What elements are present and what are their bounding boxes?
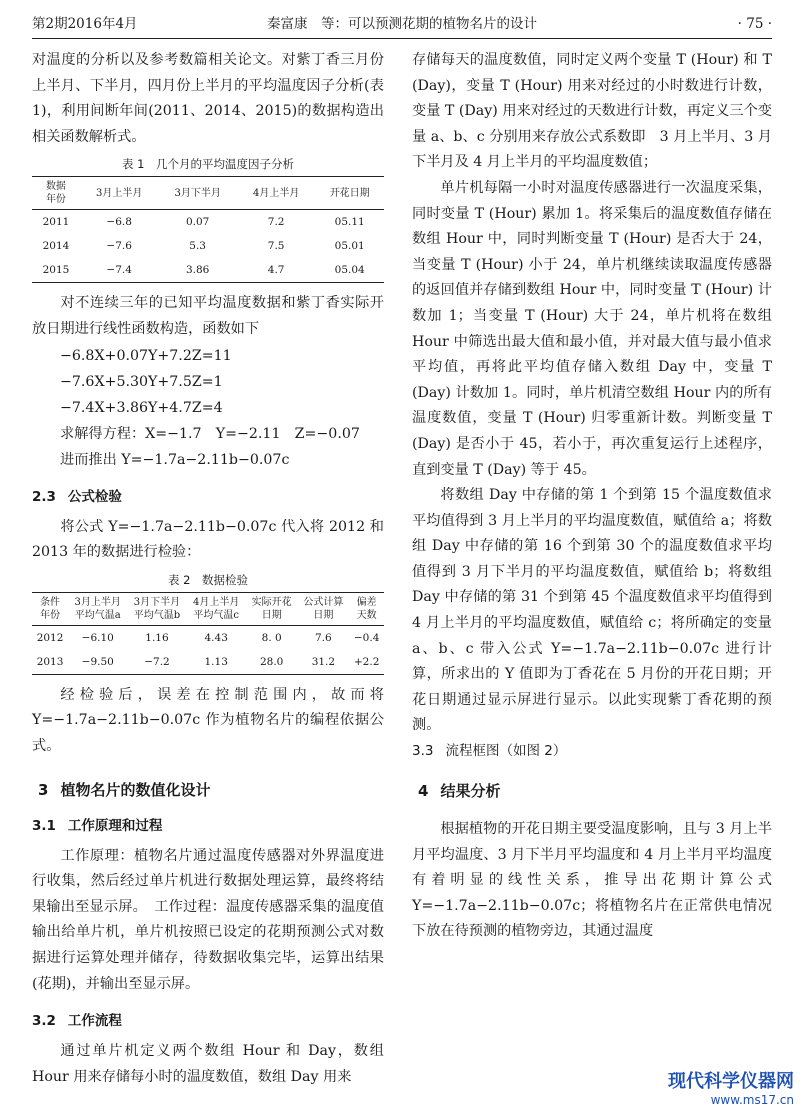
table2-header-cell: 公式计算 日期 [298, 592, 350, 625]
heading-text: 植物名片的数值化设计 [60, 780, 211, 799]
site-watermark [668, 1067, 794, 1107]
table-row [32, 234, 384, 258]
table2-header-cell: 条件 年份 [32, 592, 68, 625]
principle-paragraph: 工作原理：植物名片通过温度传感器对外界温度进行收集，然后经过单片机进行数据处理运算，最终将结果输出至显示屏。 工作过程：温度传感器采集的温度值输出给单片机，单片机按照已设定的花期预测公式对数据进行运算处理并储存，待数据收集完毕，运算出结果(花期)，并输出至显示屏。 [32, 847, 384, 992]
running-header [32, 10, 772, 39]
heading-3-3 [412, 741, 772, 761]
table2-header-cell: 偏差 天数 [349, 592, 384, 625]
journal-issue: 第2期2016年4月 [32, 16, 138, 32]
equation-1: −6.8X+0.07Y+7.2Z=11 [60, 347, 232, 364]
formula-check-paragraph: 将公式 Y=−1.7a−2.11b−0.07c 代入将 2012 和 2013 年的数据进行检验： [32, 518, 384, 561]
table2-header-cell: 4月上半月 平均气温c [187, 592, 246, 625]
left-column [32, 48, 384, 1090]
table1-cell: −7.4 [80, 258, 159, 283]
table2-cell: 8. 0 [261, 631, 282, 644]
right-column [412, 48, 772, 945]
table2-cell: 2013 [32, 650, 68, 675]
table1-cell: 05.11 [334, 216, 365, 229]
derived-formula: 进而推出 Y=−1.7a−2.11b−0.07c [60, 451, 290, 468]
heading-number: 2.3 [32, 488, 56, 505]
heading-text: 公式检验 [67, 488, 122, 505]
heading-number: 4 [418, 782, 429, 801]
table1-header-cell: 3月下半月 [158, 177, 237, 210]
sampling-paragraph: 单片机每隔一小时对温度传感器进行一次温度采集，同时变量 T (Hour) 累加 1。将采集后的温度数值存储在数组 Hour 中，同时判断变量 T (Hour) 是否大于 24，当变量 T (Hour) 小于 24，单片机继续读取温度传感器的返回值并存储到数组 Hour 中，同时变量 T (Hour) 计数加 1；当变量 T (Hour) 大于 24，单片机将在数组 Hour 中筛选出最大值和最小值，并对最大值与最小值求平均值，再将此平均值存储入数组 Day 中，变量 T (Day) 计数加 1。同时，单片机清空数组 Hour 内的所有温度数值，变量 T (Hour) 归零重新计数。判断变量 T (Day) 是否小于 45，若小于，再次重复运行上述程序，直到变量 T (Day) 等于 45。 [412, 179, 772, 478]
table1-cell: 3.86 [158, 258, 237, 283]
heading-4 [418, 781, 772, 801]
table1-cell: 7.5 [267, 240, 285, 253]
table2-cell: +2.2 [349, 650, 384, 675]
heading-text: 流程框图（如图 2） [445, 743, 567, 760]
table1-cell: −6.8 [106, 216, 132, 229]
page-number: · 75 · [737, 16, 772, 32]
table2-cell: −7.2 [127, 650, 186, 675]
table2-cell: 1.13 [187, 650, 246, 675]
table-row [32, 210, 384, 235]
table2-header-cell: 3月上半月 平均气温a [68, 592, 127, 625]
table1-cell: 7.2 [267, 216, 285, 229]
table2-cell: −6.10 [81, 631, 114, 644]
table1-header-cell: 4月上半月 [237, 177, 316, 210]
variables-paragraph: 存储每天的温度数值，同时定义两个变量 T (Hour) 和 T (Day)，变量 T (Hour) 用来对经过的小时数进行计数，变量 T (Day) 用来对经过的天数进行计数，再定义三个变量 a、b、c 分别用来存放公式系数即 3 月上半月、3 月下半月及 4 月上半月的平均温度数值； [412, 52, 772, 171]
table1-cell: 4.7 [237, 258, 316, 283]
heading-2-3 [32, 487, 384, 507]
heading-number: 3.2 [32, 1013, 56, 1030]
solution-line: 求解得方程：X=−1.7 Y=−2.11 Z=−0.07 [60, 425, 360, 442]
table2-cell: 4.43 [204, 631, 228, 644]
table2-caption: 表 2 数据检验 [168, 572, 248, 587]
table1-header-cell: 开花日期 [315, 177, 384, 210]
heading-text: 结果分析 [440, 782, 501, 801]
equation-3: −7.4X+3.86Y+4.7Z=4 [60, 399, 223, 416]
linear-intro: 对不连续三年的已知平均温度数据和紫丁香实际开放日期进行线性函数构造，函数如下 [32, 295, 384, 337]
table1-cell: −7.6 [106, 240, 132, 253]
table2-cell: 2012 [36, 631, 64, 644]
check-result-paragraph: 经检验后，误差在控制范围内，故而将 Y=−1.7a−2.11b−0.07c 作为植物名片的编程依据公式。 [32, 686, 384, 754]
table1-cell: 2015 [32, 258, 80, 283]
heading-number: 3.3 [412, 743, 434, 760]
heading-number: 3 [38, 780, 49, 799]
equation-2: −7.6X+5.30Y+7.5Z=1 [60, 373, 223, 390]
table1-cell: 05.04 [315, 258, 384, 283]
table2-cell: −0.4 [353, 631, 380, 644]
table2-cell: 28.0 [246, 650, 298, 675]
averaging-paragraph: 将数组 Day 中存储的第 1 个到第 15 个温度数值求平均值得到 3 月上半月的平均温度数值，赋值给 a；将数组 Day 中存储的第 16 个到第 30 个的温度数值求平均值得到 3 月下半月的平均温度数值，赋值给 b；将数组 Day 中存储的第 31 个到第 45 个温度数值求平均值得到 4 月上半月的平均温度数值，赋值给 c；将所确定的变量 a、b、c 带入公式 Y=−1.7a−2.11b−0.07c 进行计算，所求出的 Y 值即为丁香花在 5 月份的开花日期；开花日期通过显示屏进行显示。以此实现紫丁香花期的预测。 [412, 487, 772, 734]
table2-body [32, 625, 384, 674]
table1-header-row [32, 177, 384, 210]
table2-cell: 7.6 [315, 631, 332, 644]
table1-cell: 05.01 [334, 240, 365, 253]
table1-cell: 0.07 [185, 216, 210, 229]
table2-cell: 1.16 [145, 631, 169, 644]
intro-paragraph: 对温度的分析以及参考数篇相关论文。对紫丁香三月份上半月、下半月，四月份上半月的平均温度因子分析(表1)，利用间断年间(2011、2014、2015)的数据构造出相关函数解析式。 [32, 52, 384, 145]
workflow-paragraph: 通过单片机定义两个数组 Hour 和 Day，数组 Hour 用来存储每小时的温度数值，数组 Day 用来 [32, 1043, 384, 1085]
table2-header-cell: 实际开花 日期 [246, 592, 298, 625]
table-row [32, 650, 384, 675]
table1-cell: 2014 [42, 240, 70, 253]
heading-3 [38, 780, 384, 800]
table1-header-cell: 数据 年份 [32, 177, 80, 210]
article-title: 秦富康 等：可以预测花期的植物名片的设计 [267, 16, 537, 32]
heading-3-1 [32, 816, 384, 836]
table1-cell: 2011 [42, 216, 70, 229]
table2-header-cell: 3月下半月 平均气温b [127, 592, 186, 625]
heading-number: 3.1 [32, 817, 56, 834]
watermark-url: www.ms17.cn [710, 1093, 794, 1107]
heading-3-2 [32, 1011, 384, 1031]
results-paragraph: 根据植物的开花日期主要受温度影响，且与 3 月上半月平均温度、3 月下半月平均温度和 4 月上半月平均温度有着明显的线性关系，推导出花期计算公式 Y=−1.7a−2.11b−0.07c；将植物名片在正常供电情况下放在待预测的植物旁边，其通过温度 [412, 821, 772, 940]
heading-text: 工作原理和过程 [67, 817, 163, 834]
table-row [32, 258, 384, 283]
table1-header-cell: 3月上半月 [80, 177, 159, 210]
table2-cell: −9.50 [68, 650, 127, 675]
heading-text: 工作流程 [67, 1013, 122, 1030]
table1 [32, 176, 384, 283]
watermark-title: 现代科学仪器网 [668, 1071, 794, 1092]
table2 [32, 592, 384, 675]
table2-cell: 31.2 [298, 650, 350, 675]
table-row [32, 625, 384, 650]
table1-cell: 5.3 [189, 240, 206, 253]
table1-caption: 表 1 几个月的平均温度因子分析 [122, 157, 294, 172]
table1-body [32, 210, 384, 283]
table2-header-row [32, 592, 384, 625]
